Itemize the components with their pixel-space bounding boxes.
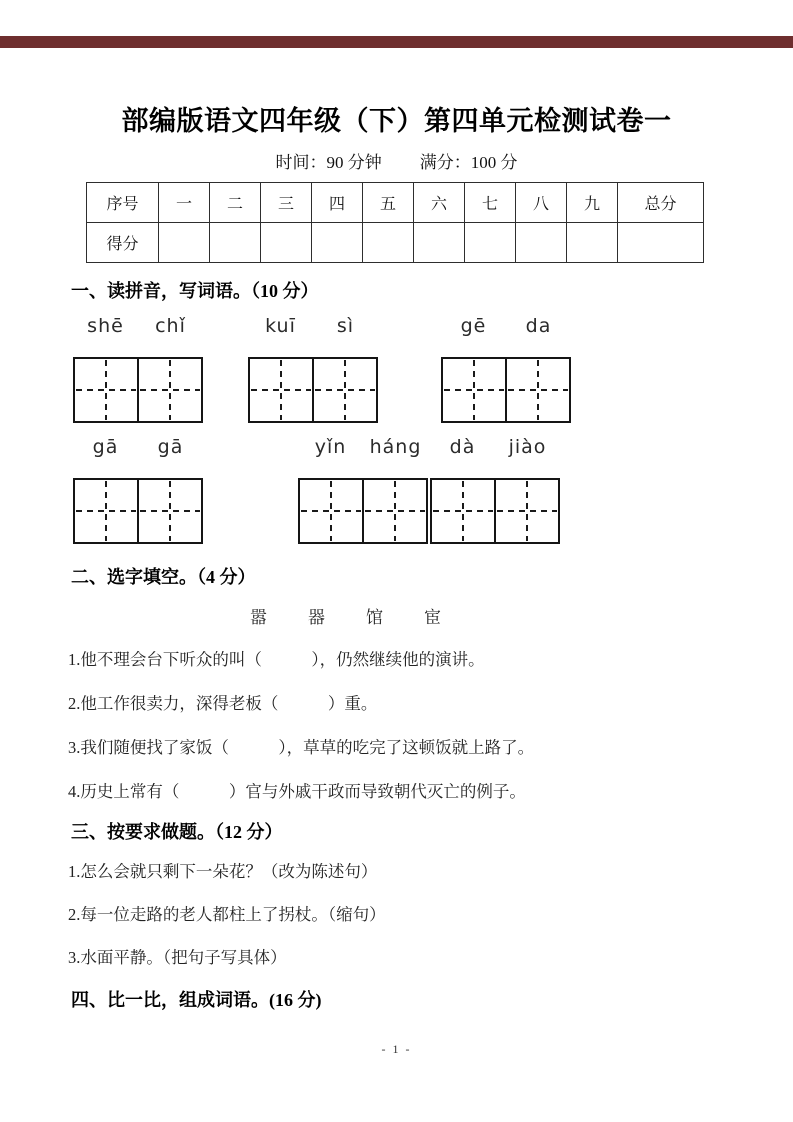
pinyin-syllable: gē [460, 315, 487, 337]
question-item: 4.历史上常有（ ）官与外戚干政而导致朝代灭亡的例子。 [68, 782, 526, 801]
pinyin-syllable: gā [157, 436, 184, 458]
tianzige-cell [73, 357, 139, 423]
pinyin-syllable: kuī [265, 315, 296, 337]
score-table-header-cell: 四 [312, 183, 363, 223]
pinyin-syllable: yǐn [314, 436, 347, 458]
score-cell [312, 223, 363, 263]
score-row-label: 得分 [87, 223, 159, 263]
score-cell [414, 223, 465, 263]
tianzige-cell [73, 478, 139, 544]
pinyin-label-row [298, 436, 428, 478]
pinyin-syllable: jiào [508, 436, 547, 458]
score-table-header-cell: 序号 [87, 183, 159, 223]
score-table-header-row [87, 183, 704, 223]
pinyin-writing-group [73, 436, 203, 544]
pinyin-writing-group [73, 315, 203, 423]
pinyin-label-row [248, 315, 378, 357]
choice-character: 宦 [424, 608, 441, 627]
score-cell [516, 223, 567, 263]
page-title: 部编版语文四年级（下）第四单元检测试卷一 [121, 106, 672, 136]
section-three-heading: 三、按要求做题。（12 分） [71, 822, 283, 842]
tianzige-cell [298, 478, 364, 544]
pinyin-writing-group [430, 436, 560, 544]
tianzige-cell [441, 357, 507, 423]
question-item: 3.水面平静。（把句子写具体） [68, 948, 287, 967]
top-accent-bar [0, 36, 793, 48]
score-table-score-row [87, 223, 704, 263]
tianzige-cell [505, 357, 571, 423]
pinyin-label-row [430, 436, 560, 478]
score-table-header-cell: 八 [516, 183, 567, 223]
score-cell [618, 223, 704, 263]
score-table [86, 182, 704, 263]
choice-character: 嚣 [250, 608, 267, 627]
tianzige-cell [430, 478, 496, 544]
tianzige-group [73, 357, 203, 423]
full-score-label: 满分：100 分 [419, 153, 518, 172]
exam-meta [0, 148, 793, 173]
pinyin-syllable: háng [369, 436, 422, 458]
section-two-heading: 二、选字填空。（4 分） [71, 567, 256, 587]
question-item: 2.每一位走路的老人都柱上了拐杖。（缩句） [68, 905, 386, 924]
pinyin-syllable: da [525, 315, 552, 337]
time-label: 时间：90 分钟 [275, 153, 382, 172]
score-table-header-cell: 七 [465, 183, 516, 223]
tianzige-cell [362, 478, 428, 544]
section-four-heading: 四、比一比，组成词语。(16 分) [71, 990, 322, 1010]
pinyin-writing-group [441, 315, 571, 423]
tianzige-group [430, 478, 560, 544]
choice-character: 器 [308, 608, 325, 627]
question-item: 3.我们随便找了家饭（ ），草草的吃完了这顿饭就上路了。 [68, 738, 535, 757]
section-two-questions [68, 646, 738, 822]
pinyin-syllable: gā [92, 436, 119, 458]
tianzige-cell [137, 478, 203, 544]
tianzige-cell [312, 357, 378, 423]
score-cell [567, 223, 618, 263]
score-table-header-cell: 九 [567, 183, 618, 223]
section-one-heading: 一、读拼音，写词语。（10 分） [71, 281, 319, 301]
score-table-header-cell: 六 [414, 183, 465, 223]
page-number: - 1 - [381, 1042, 412, 1056]
tianzige-cell [494, 478, 560, 544]
pinyin-syllable: sì [336, 315, 355, 337]
tianzige-group [441, 357, 571, 423]
score-table-header-cell: 五 [363, 183, 414, 223]
score-table-header-cell: 总分 [618, 183, 704, 223]
section-three-questions [68, 858, 738, 987]
pinyin-writing-group [298, 436, 428, 544]
score-cell [363, 223, 414, 263]
question-item: 1.怎么会就只剩下一朵花？（改为陈述句） [68, 862, 378, 881]
score-cell [159, 223, 210, 263]
score-cell [465, 223, 516, 263]
tianzige-cell [137, 357, 203, 423]
score-cell [261, 223, 312, 263]
score-table-header-cell: 三 [261, 183, 312, 223]
choice-character: 馆 [366, 608, 383, 627]
tianzige-group [248, 357, 378, 423]
score-table-header-cell: 一 [159, 183, 210, 223]
question-item: 2.他工作很卖力，深得老板（ ）重。 [68, 694, 378, 713]
score-cell [210, 223, 261, 263]
choice-characters [250, 603, 441, 628]
pinyin-label-row [73, 436, 203, 478]
pinyin-label-row [441, 315, 571, 357]
pinyin-syllable: shē [87, 315, 124, 337]
pinyin-writing-group [248, 315, 378, 423]
question-item: 1.他不理会台下听众的叫（ ），仍然继续他的演讲。 [68, 650, 485, 669]
tianzige-group [73, 478, 203, 544]
pinyin-syllable: chǐ [155, 315, 186, 337]
pinyin-syllable: dà [449, 436, 476, 458]
score-table-header-cell: 二 [210, 183, 261, 223]
tianzige-cell [248, 357, 314, 423]
tianzige-group [298, 478, 428, 544]
pinyin-label-row [73, 315, 203, 357]
